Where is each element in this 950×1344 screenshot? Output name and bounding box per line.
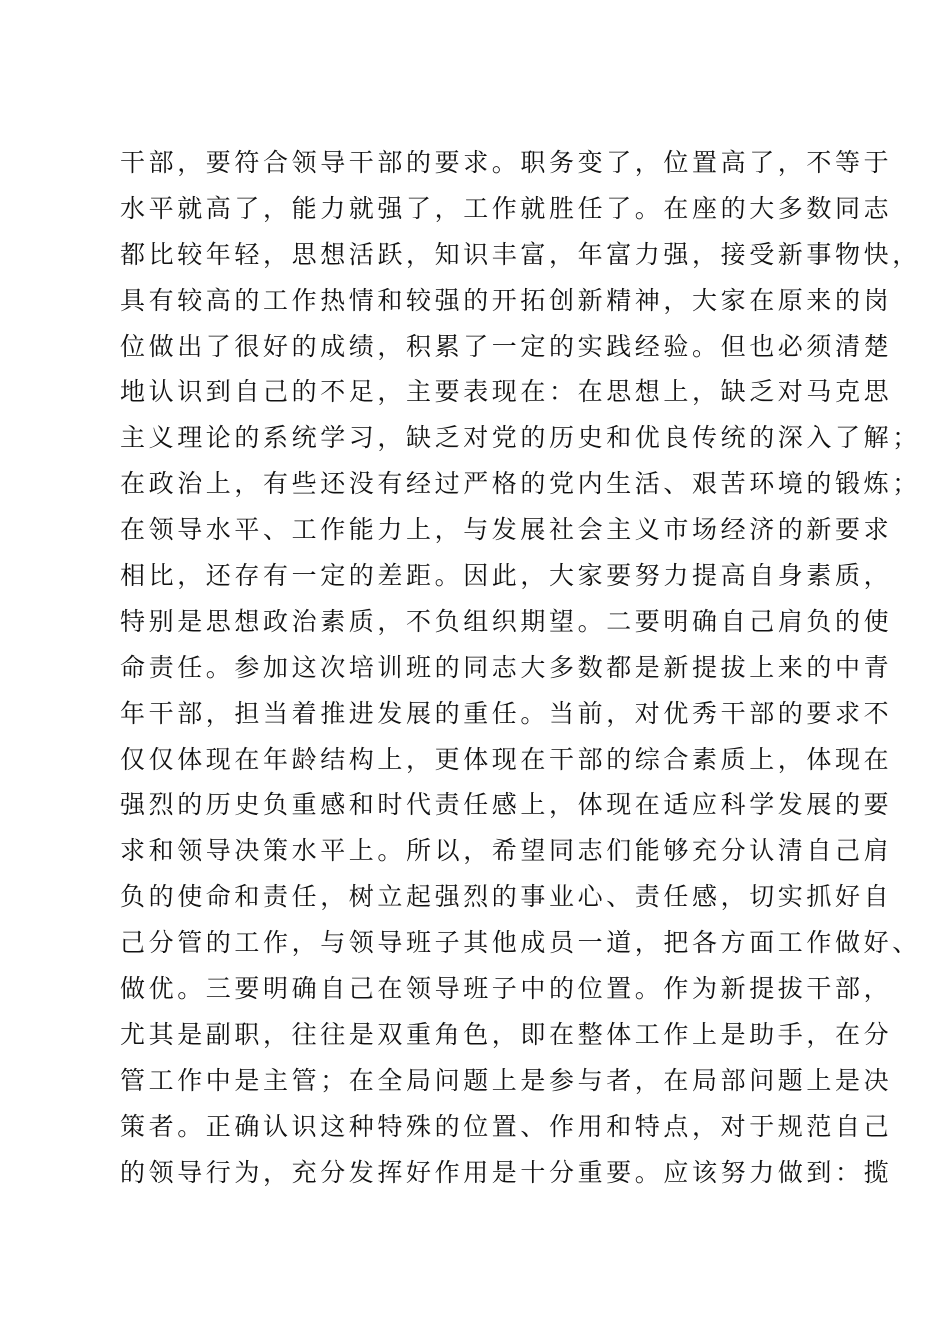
text-line: 强烈的历史负重感和时代责任感上，体现在适应科学发展的要 <box>120 790 893 820</box>
text-line: 干部，要符合领导干部的要求。职务变了，位置高了，不等于 <box>120 148 893 177</box>
text-line: 仅仅体现在年龄结构上，更体现在干部的综合素质上，体现在 <box>120 744 893 774</box>
text-line: 主义理论的系统学习，缺乏对党的历史和优良传统的深入了解； <box>120 423 921 453</box>
text-line: 位做出了很好的成绩，积累了一定的实践经验。但也必须清楚 <box>120 331 893 361</box>
text-line: 的领导行为，充分发挥好作用是十分重要。应该努力做到：揽 <box>120 1157 893 1187</box>
text-line: 负的使命和责任，树立起强烈的事业心、责任感，切实抓好自 <box>120 882 893 912</box>
text-line: 尤其是副职，往往是双重角色，即在整体工作上是助手，在分 <box>120 1019 893 1049</box>
text-line: 特别是思想政治素质，不负组织期望。二要明确自己肩负的使 <box>120 606 893 636</box>
text-line: 地认识到自己的不足，主要表现在：在思想上，缺乏对马克思 <box>120 377 893 407</box>
text-line: 己分管的工作，与领导班子其他成员一道，把各方面工作做好、 <box>120 928 921 958</box>
text-line: 命责任。参加这次培训班的同志大多数都是新提拔上来的中青 <box>120 652 893 682</box>
text-line: 都比较年轻，思想活跃，知识丰富，年富力强，接受新事物快， <box>120 239 921 269</box>
text-line: 年干部，担当着推进发展的重任。当前，对优秀干部的要求不 <box>120 698 893 728</box>
text-line: 管工作中是主管；在全局问题上是参与者，在局部问题上是决 <box>120 1065 893 1095</box>
text-line: 求和领导决策水平上。所以，希望同志们能够充分认清自己肩 <box>120 836 893 866</box>
text-line: 策者。正确认识这种特殊的位置、作用和特点，对于规范自己 <box>120 1111 893 1141</box>
text-line: 在政治上，有些还没有经过严格的党内生活、艰苦环境的锻炼； <box>120 469 921 499</box>
body-text <box>120 140 921 1195</box>
text-line: 具有较高的工作热情和较强的开拓创新精神，大家在原来的岗 <box>120 285 893 315</box>
text-line: 水平就高了，能力就强了，工作就胜任了。在座的大多数同志 <box>120 193 893 223</box>
text-line: 相比，还存有一定的差距。因此，大家要努力提高自身素质， <box>120 561 893 591</box>
text-line: 在领导水平、工作能力上，与发展社会主义市场经济的新要求 <box>120 515 893 545</box>
text-line: 做优。三要明确自己在领导班子中的位置。作为新提拔干部， <box>120 974 893 1004</box>
